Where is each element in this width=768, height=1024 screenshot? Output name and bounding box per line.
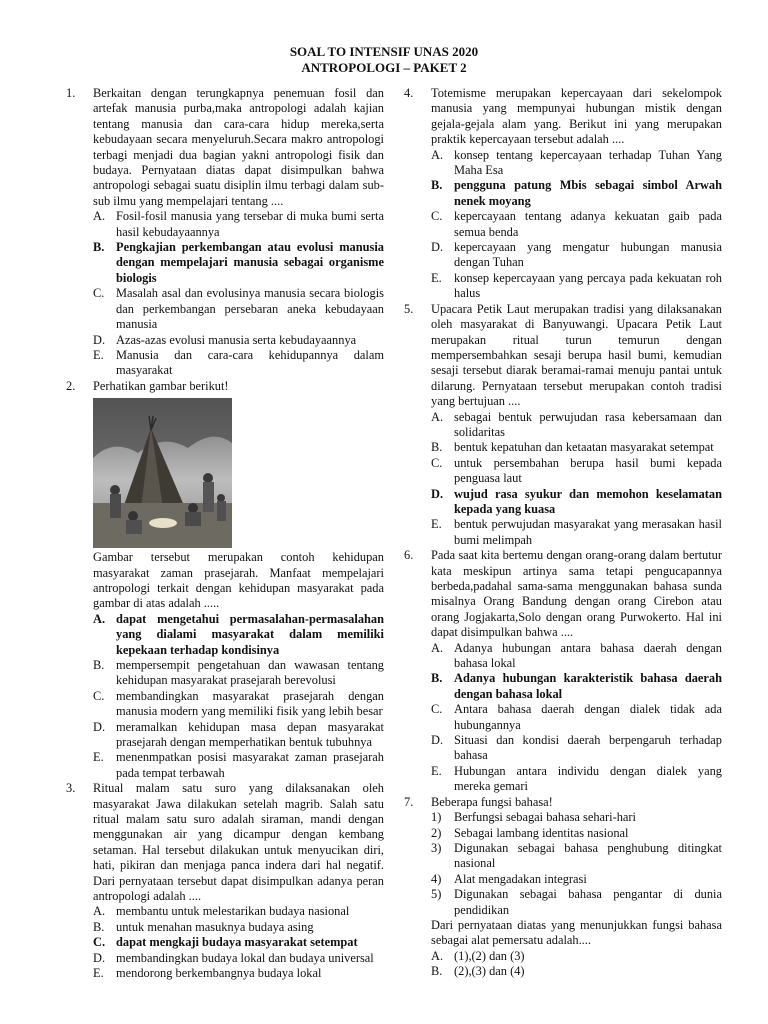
prehistoric-camp-image [93,398,232,548]
option-a: A. Adanya hubungan antara bahasa daerah dengan bahasa lokal [431,640,722,671]
option-c: C. Antara bahasa daerah dengan dialek tidak ada hubungannya [431,702,722,732]
option-d-answer: D. wujud rasa syukur dan memohon keselamatan kepada yang kuasa [431,486,722,516]
list-item: 2) Sebagai lambang identitas nasional [431,825,629,840]
list-item: 5) Digunakan sebagai bahasa pengantar di dunia pendidikan [431,887,722,917]
option-c: C. kepercayaan tentang adanya kekuatan gaib pada semua benda [431,209,722,239]
option-b: B. mempersempit pengetahuan dan wawasan tentang kehidupan masyarakat prasejarah berevolusi [93,657,384,688]
option-d: D. Situasi dan kondisi daerah berpengaruh terhadap bahasa [431,733,722,763]
option-c: C. Masalah asal dan evolusinya manusia secara biologis dan perkembangan persebaran aneka kebudayaan manusia [93,286,384,332]
option-a: A. Fosil-fosil manusia yang tersebar di muka bumi serta hasil kebudayaannya [93,209,384,239]
option-c: C. membandingkan masyarakat prasejarah dengan manusia modern yang memiliki fisik yang lebih besar [93,688,384,719]
option-b-answer: B. Adanya hubungan karakteristik bahasa daerah dengan bahasa lokal [431,671,722,701]
option-a: A. sebagai bentuk perwujudan rasa kebersamaan dan solidaritas [431,409,722,439]
left-column [66,86,384,982]
option-b-answer: B. Pengkajian perkembangan atau evolusi manusia dengan mempelajari manusia sebagai organisme biologis [93,240,384,285]
question-text: Beberapa fungsi bahasa! [431,794,553,809]
option-e: E. mendorong berkembangnya budaya lokal [93,966,322,981]
question-number: 5. [404,301,414,316]
option-d: D. Azas-azas evolusi manusia serta kebudayaannya [93,332,357,347]
question-2 [66,379,384,782]
option-c: C. untuk persembahan berupa hasil bumi kepada penguasa laut [431,455,722,486]
question-number: 6. [404,548,414,563]
question-3 [66,781,384,981]
question-6 [404,548,722,795]
question-text: Upacara Petik Laut merupakan tradisi yang dilaksanakan oleh masyarakat di Banyuwangi. Upacara Petik Laut merupakan ritual turun temurun dengan mempersembahkan sesaji berupa hasil bumi, kemudian sesaji tersebut diarak beramai-ramai menuju pantai untuk dilarung. Pernyataan tersebut merupakan contoh tradisi yang bertujuan .... [431,301,722,409]
page-subtitle: ANTROPOLOGI – PAKET 2 [301,60,467,75]
question-text: Ritual malam satu suro yang dilaksanakan oleh masyarakat Jawa dilakukan setelah magrib. Salah satu ritual malam satu suro adalah siraman, mandi dengan menggunakan air yang dicampur dengan kembang setaman. Hal tersebut dilakukan untuk menyucikan diri, hati, pikiran dan menjaga panca indera dari hal negatif. Dari pernyataan tersebut dapat disimpulkan adanya peran antropologi adalah .... [93,781,384,904]
option-b: B. (2),(3) dan (4) [431,964,525,979]
question-4 [404,86,722,302]
question-number: 7. [404,794,414,809]
option-e: E. bentuk perwujudan masyarakat yang merasakan hasil bumi melimpah [431,517,722,547]
option-d: D. meramalkan kehidupan masa depan masyarakat prasejarah dengan memperhatikan bentuk tubuhnya [93,719,384,749]
question-text: Perhatikan gambar berikut! [93,378,229,393]
question-stem: Dari pernyataan diatas yang menunjukkan fungsi bahasa sebagai alat pemersatu adalah.... [431,917,722,948]
question-number: 4. [404,86,414,100]
question-7 [404,795,722,980]
option-b: B. untuk menahan masuknya budaya asing [93,919,314,934]
option-a: A. membantu untuk melestarikan budaya nasional [93,904,350,919]
question-text: Pada saat kita bertemu dengan orang-orang dalam bertutur kata meskipun artinya sama tetapi pengucapannya berbeda,padahal sama-sama menggunakan bahasa sunda misalnya Orang Bandung dengan orang Cirebon atau orang Jogjakarta,Solo dengan orang Purwokerto. Hal ini dapat disimpulkan bahwa .... [431,548,722,640]
question-number: 2. [66,378,76,393]
question-number: 1. [66,86,76,100]
list-item: 1) Berfungsi sebagai bahasa sehari-hari [431,810,636,825]
question-stem: Gambar tersebut merupakan contoh kehidupan masyarakat zaman prasejarah. Manfaat mempelajari antropologi terkait dengan kehidupan masyarakat pada gambar di atas adalah ..... [93,550,384,611]
option-a: A. (1),(2) dan (3) [431,948,525,963]
option-b: B. bentuk kepatuhan dan ketaatan masyarakat setempat [431,440,714,455]
option-e: E. menenmpatkan posisi masyarakat zaman prasejarah pada tempat terbawah [93,750,384,780]
question-1 [66,86,384,379]
question-text: Totemisme merupakan kepercayaan dari sekelompok manusia yang mempunyai hubungan mistik dengan gejala-gejala alam yang. Berikut ini yang merupakan praktik kepercayaan tersebut adalah .... [431,86,722,147]
option-a: A. konsep tentang kepercayaan terhadap Tuhan Yang Maha Esa [431,147,722,178]
option-e: E. konsep kepercayaan yang percaya pada kekuatan roh halus [431,270,722,301]
list-item: 3) Digunakan sebagai bahasa penghubung ditingkat nasional [431,840,722,871]
list-item: 4) Alat mengadakan integrasi [431,871,587,886]
option-e: E. Manusia dan cara-cara kehidupannya dalam masyarakat [93,347,384,378]
option-b-answer: B. pengguna patung Mbis sebagai simbol Arwah nenek moyang [431,178,722,208]
option-d: D. membandingkan budaya lokal dan budaya universal [93,950,374,965]
right-column [404,86,722,980]
option-c-answer: C. dapat mengkaji budaya masyarakat setempat [93,935,358,950]
question-5 [404,302,722,549]
option-d: D. kepercayaan yang mengatur hubungan manusia dengan Tuhan [431,240,722,270]
question-number: 3. [66,781,76,796]
question-text: Berkaitan dengan terungkapnya penemuan fosil dan artefak manusia purba,maka antropologi adalah kajian tentang manusia dan cara-cara hidup mereka,serta kebudayaan secara menyeluruh.Secara makro antropologi terbagi menjadi dua bagian yakni antropologi fisik dan budaya. Pernyataan diatas dapat disimpulkan bahwa antropologi sebagai suatu disiplin ilmu terbagi dalam sub-sub ilmu yang mempelajari tentang .... [93,86,384,208]
page-title: SOAL TO INTENSIF UNAS 2020 [289,44,479,59]
option-e: E. Hubungan antara individu dengan dialek yang mereka gemari [431,763,722,794]
option-a-answer: A. dapat mengetahui permasalahan-permasalahan yang dialami masyarakat dalam memiliki kepekaan terhadap kondisinya [93,611,384,657]
